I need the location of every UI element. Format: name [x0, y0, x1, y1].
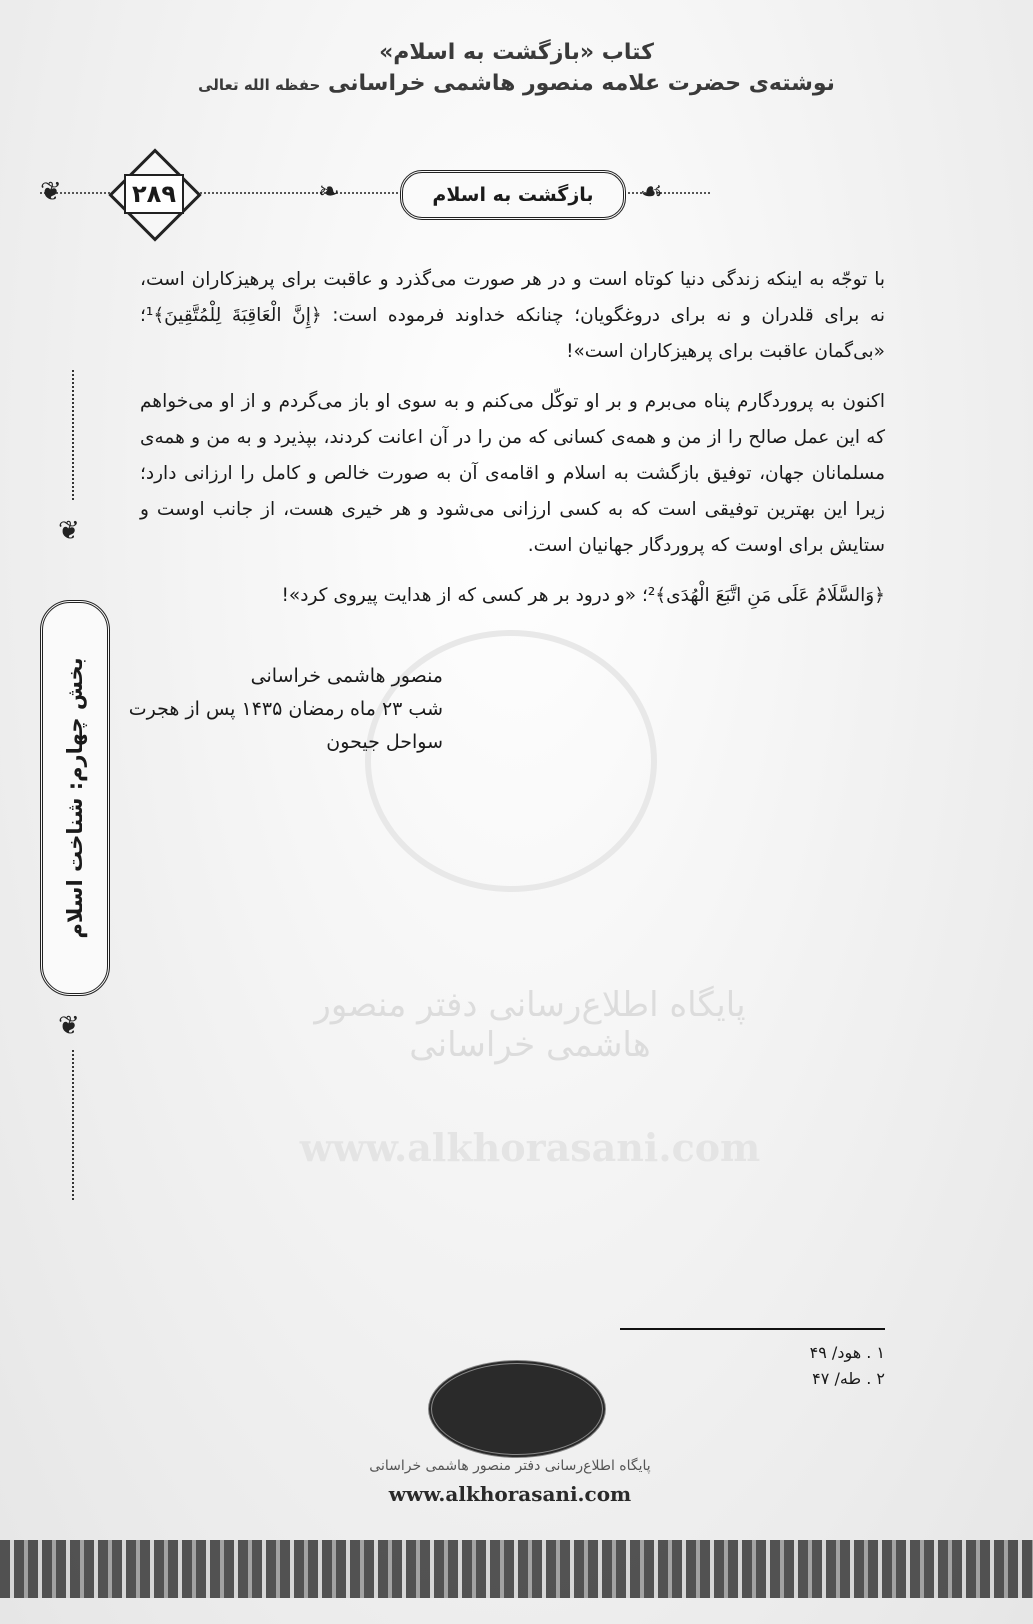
- footnote-item: ۲ . طه/ ۴۷: [812, 1369, 885, 1388]
- flourish-ornament-icon: ❦: [40, 177, 62, 207]
- decorative-border: [0, 1540, 1033, 1598]
- footnote-divider: [620, 1328, 885, 1330]
- seal-logo-icon: [428, 1360, 606, 1458]
- chapter-title: بازگشت به اسلام: [400, 170, 626, 220]
- book-title: کتاب «بازگشت به اسلام»: [379, 40, 654, 65]
- side-ornament-line: [72, 1050, 74, 1200]
- signature-place: سواحل جیحون: [326, 731, 443, 753]
- signature-block: [129, 660, 443, 759]
- paragraph: با توجّه به اینکه زندگی دنیا کوتاه است و در هر صورت می‌گذرد و عاقبت برای پرهیزکاران است، نه برای قلدران و نه برای دروغگویان؛ چنانکه خداوند فرموده است: ﴿إِنَّ الْعَاقِبَةَ لِلْمُتَّقِينَ﴾¹؛ «بی‌گمان عاقبت برای پرهیزکاران است»!: [140, 269, 885, 362]
- page-header: [0, 40, 1033, 96]
- paragraph: اکنون به پروردگارم پناه می‌برم و بر او توکّل می‌کنم و به سوی او باز می‌گردم و از او می‌خواهم که این عمل صالح را از من و همه‌ی کسانی که من را در آن اعانت کردند، بپذیرد و به من و همه‌ی مسلمانان جهان، توفیق بازگشت به اسلام و اقامه‌ی آن به صورت خالص و کامل را ارزانی دارد؛ زیرا این بهترین توفیقی است که به کسی ارزانی می‌شود و هر خیری هست، از جانب اوست و ستایش برای اوست که پروردگار جهانیان است.: [140, 391, 885, 556]
- flourish-ornament-icon: ❧: [318, 177, 340, 207]
- signature-name: منصور هاشمی خراسانی: [250, 665, 443, 687]
- watermark-url: www.alkhorasani.com: [299, 1125, 761, 1170]
- flourish-ornament-icon: ☙: [640, 177, 664, 207]
- page-number: ۲۸۹: [124, 174, 184, 214]
- paragraph: ﴿وَالسَّلَامُ عَلَى مَنِ اتَّبَعَ الْهُدَى﴾²؛ «و درود بر هر کسی که از هدایت پیروی کرد»!: [281, 585, 885, 606]
- footer-caption: پایگاه اطلاع‌رسانی دفتر منصور هاشمی خراسانی: [369, 1458, 651, 1474]
- section-label-text: بخش چهارم: شناخت اسلام: [63, 657, 87, 939]
- side-ornament-line: [72, 370, 74, 500]
- author-line: [0, 71, 1033, 96]
- footer-url[interactable]: www.alkhorasani.com: [388, 1482, 632, 1506]
- author-name: نوشته‌ی حضرت علامه منصور هاشمی خراسانی: [328, 71, 835, 96]
- side-ornament-icon: ❦: [58, 1011, 80, 1041]
- body-text: [140, 262, 885, 628]
- watermark-text: پایگاه اطلاع‌رسانی دفتر منصور هاشمی خراسانی: [314, 985, 746, 1065]
- signature-date: شب ۲۳ ماه رمضان ۱۴۳۵ پس از هجرت: [128, 698, 443, 720]
- author-suffix: حفظه الله تعالی: [198, 76, 321, 94]
- page-number-badge: [110, 150, 196, 236]
- footnotes: [620, 1340, 885, 1392]
- footnote-item: ۱ . هود/ ۴۹: [809, 1343, 885, 1362]
- side-section-label: [40, 600, 110, 996]
- side-ornament-icon: ❦: [58, 516, 80, 546]
